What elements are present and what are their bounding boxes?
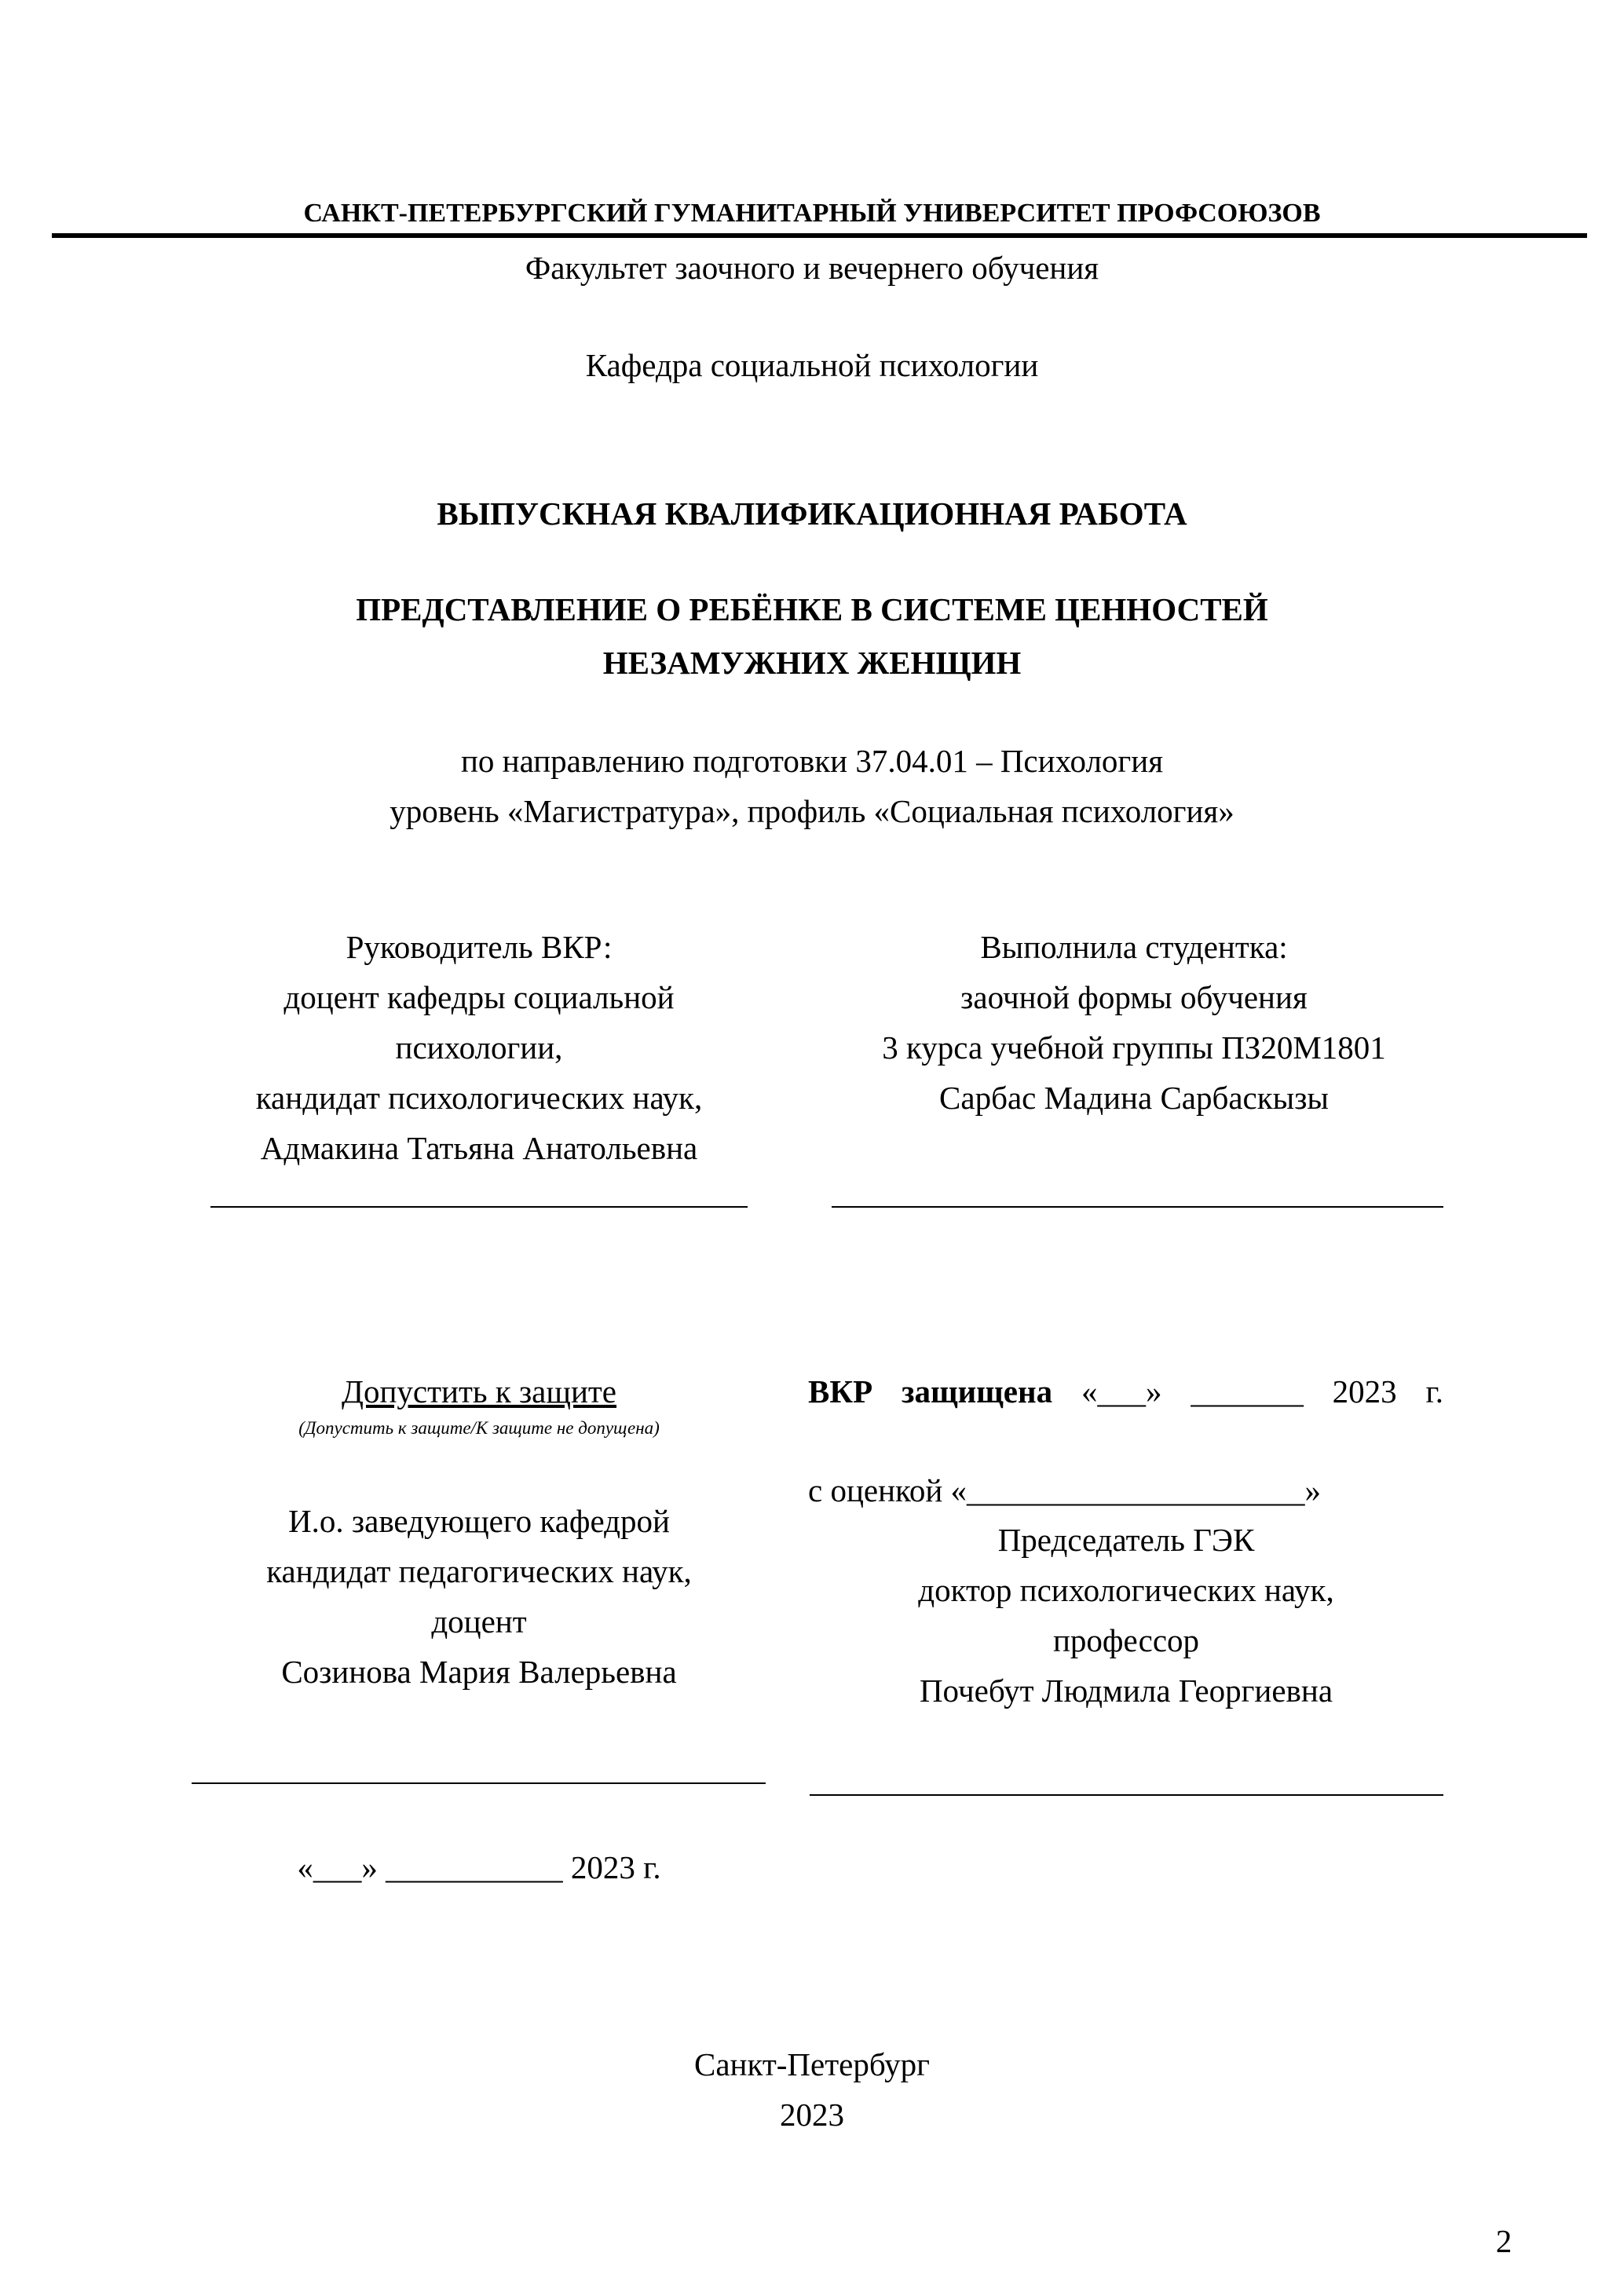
admission-status-text: Допустить к защите [341,1373,617,1409]
head-line: кандидат педагогических наук, [266,1553,692,1589]
head-line: Созинова Мария Валерьевна [281,1654,677,1690]
student-line: Выполнила студентка: [980,929,1288,965]
thesis-title-line2: НЕЗАМУЖНИХ ЖЕНЩИН [602,645,1022,681]
university-name: САНКТ-ПЕТЕРБУРГСКИЙ ГУМАНИТАРНЫЙ УНИВЕРСИТЕТ ПРОФСОЮЗОВ [303,199,1321,228]
chairman-line: доктор психологических наук, [918,1572,1334,1608]
city: Санкт-Петербург [694,2046,930,2082]
chairman-line: Председатель ГЭК [997,1522,1255,1558]
department-name: Кафедра социальной психологии [585,347,1039,383]
defense-date: «___» _______ 2023 г. [1052,1373,1443,1409]
defense-grade: с оценкой «_____________________» [808,1472,1322,1508]
supervisor-line: Адмакина Татьяна Анатольевна [260,1130,698,1166]
defense-date-line [808,1366,1443,1417]
work-type: ВЫПУСКНАЯ КВАЛИФИКАЦИОННАЯ РАБОТА [437,495,1187,532]
supervisor-block [165,922,793,1173]
head-signature-line [192,1782,766,1784]
chairman-line: Почебут Людмила Георгиевна [919,1673,1333,1709]
thesis-title-line1: ПРЕДСТАВЛЕНИЕ О РЕБЁНКЕ В СИСТЕМЕ ЦЕННОСТЕЙ [356,591,1268,627]
supervisor-line: психологии, [395,1029,563,1066]
student-signature-line [832,1206,1443,1208]
student-line: Сарбас Мадина Сарбаскызы [939,1080,1329,1116]
admission-date: «___» ___________ 2023 г. [297,1849,661,1885]
study-level: уровень «Магистратура», профиль «Социальная психология» [390,793,1234,829]
head-line: И.о. заведующего кафедрой [288,1503,670,1539]
study-direction: по направлению подготовки 37.04.01 – Психология [460,743,1164,779]
supervisor-line: кандидат психологических наук, [255,1080,703,1116]
supervisor-line: доцент кафедры социальной [283,979,675,1015]
head-line: доцент [431,1603,527,1640]
admission-hint: (Допустить к защите/К защите не допущена) [298,1418,660,1438]
chairman-signature-line [810,1794,1443,1796]
page-number: 2 [1495,2223,1512,2259]
student-block [820,922,1448,1123]
supervisor-line: Руководитель ВКР: [346,929,613,965]
head-of-department-block [165,1496,793,1697]
chairman-block [812,1515,1440,1716]
year: 2023 [780,2097,844,2133]
supervisor-signature-line [210,1206,748,1208]
faculty-name: Факультет заочного и вечернего обучения [525,250,1099,286]
header-divider [52,233,1587,238]
chairman-line: профессор [1052,1622,1200,1658]
defense-label: ВКР защищена [808,1373,1053,1409]
admission-status [165,1366,793,1417]
student-line: заочной формы обучения [960,979,1308,1015]
student-line: 3 курса учебной группы ПЗ20М1801 [882,1029,1386,1066]
